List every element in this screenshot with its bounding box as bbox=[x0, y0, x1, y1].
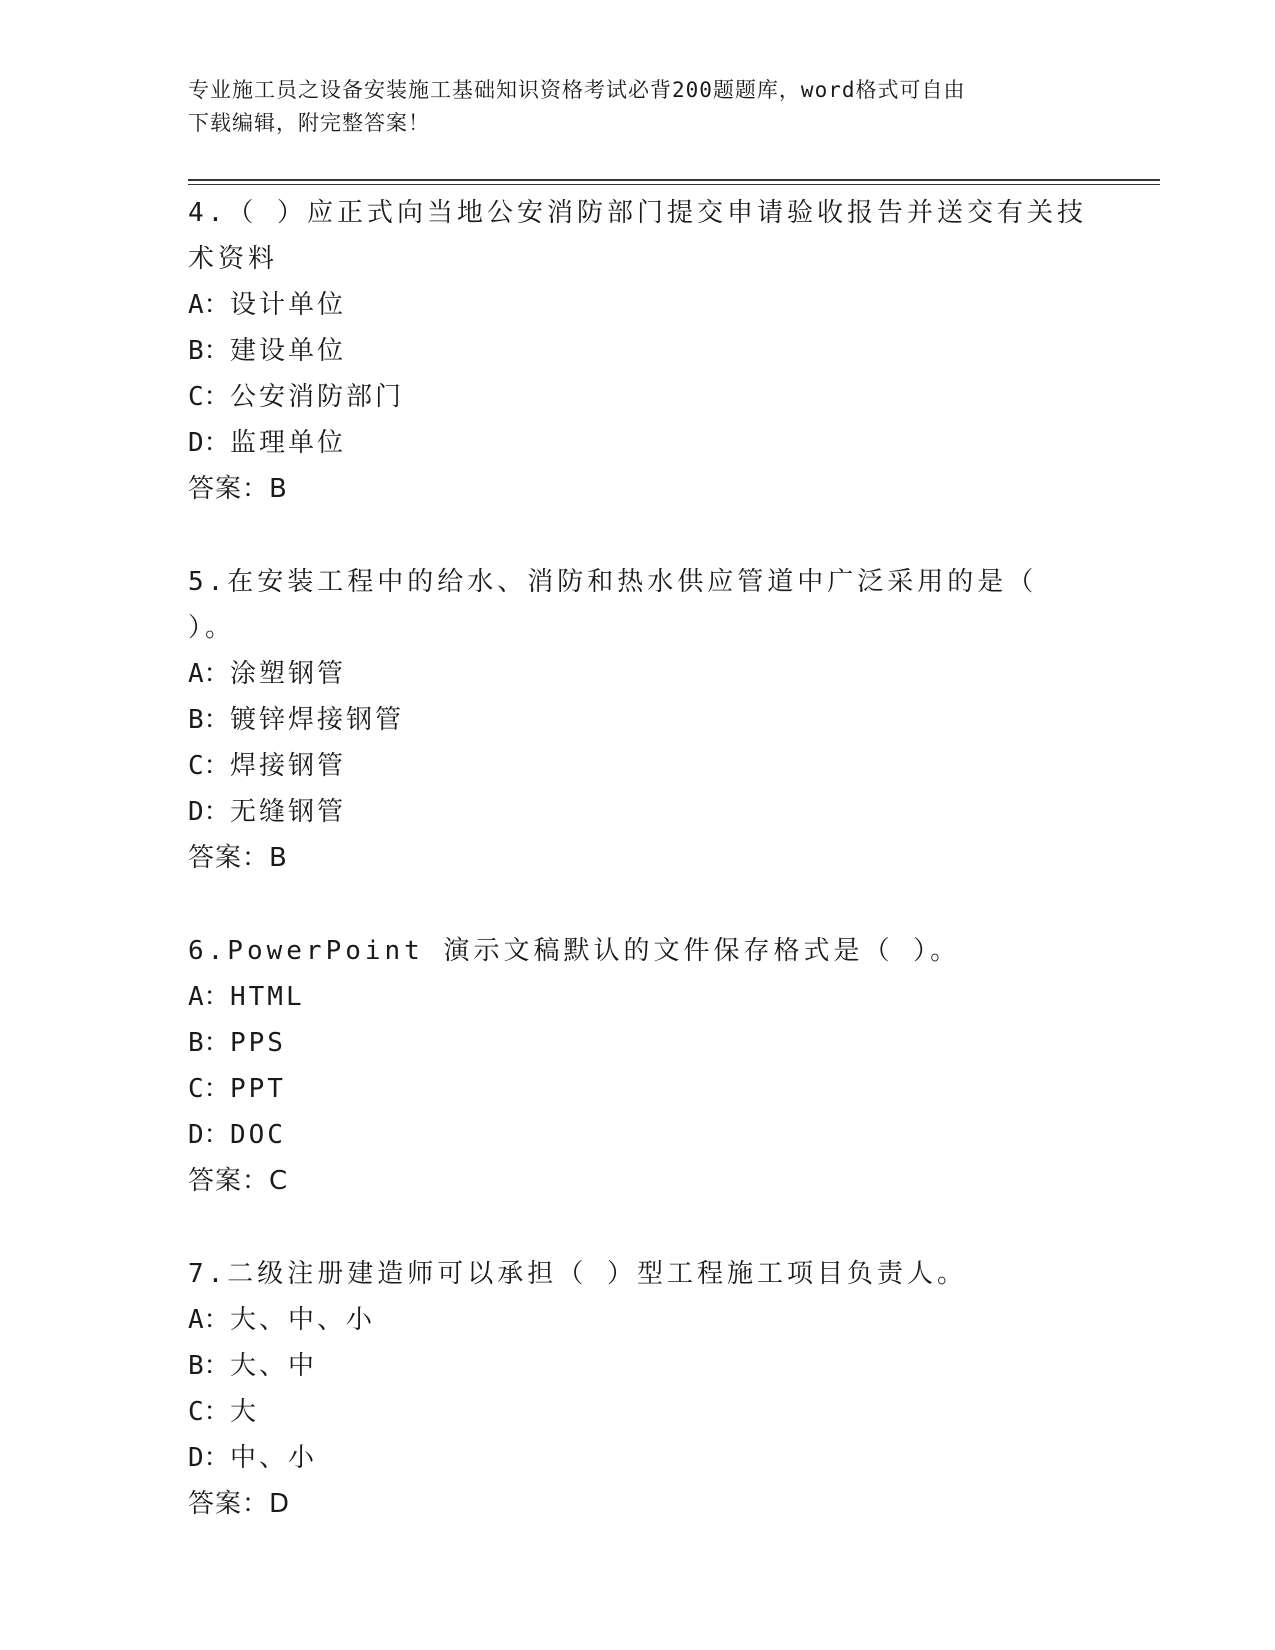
option-c bbox=[188, 1066, 1088, 1112]
option-letter: C： bbox=[188, 751, 230, 781]
option-letter: B： bbox=[188, 1351, 230, 1381]
option-text: 焊接钢管 bbox=[230, 751, 347, 781]
question-stem: 5.在安装工程中的给水、消防和热水供应管道中广泛采用的是（ ）。 bbox=[188, 567, 1038, 643]
option-letter: A： bbox=[188, 290, 230, 320]
option-d bbox=[188, 1112, 1088, 1158]
option-a bbox=[188, 282, 1088, 328]
option-text: PPT bbox=[230, 1074, 286, 1104]
option-letter: C： bbox=[188, 1397, 230, 1427]
option-a bbox=[188, 1297, 1088, 1343]
option-b bbox=[188, 1020, 1088, 1066]
header-divider-thick bbox=[188, 179, 1160, 181]
option-c bbox=[188, 1389, 1088, 1435]
option-letter: D： bbox=[188, 797, 230, 827]
option-text: 中、小 bbox=[230, 1443, 318, 1473]
option-c bbox=[188, 743, 1088, 789]
answer: 答案：B bbox=[188, 474, 288, 504]
option-c bbox=[188, 374, 1088, 420]
option-text: 镀锌焊接钢管 bbox=[230, 705, 405, 735]
question-4 bbox=[188, 190, 1088, 512]
option-text: 涂塑钢管 bbox=[230, 659, 347, 689]
header-line-2: 下载编辑，附完整答案！ bbox=[188, 111, 430, 135]
option-letter: A： bbox=[188, 982, 230, 1012]
option-text: PPS bbox=[230, 1028, 286, 1058]
option-d bbox=[188, 789, 1088, 835]
option-letter: B： bbox=[188, 1028, 230, 1058]
option-text: 设计单位 bbox=[230, 290, 347, 320]
option-letter: C： bbox=[188, 1074, 230, 1104]
question-list bbox=[188, 190, 1088, 1574]
question-7 bbox=[188, 1251, 1088, 1527]
option-letter: D： bbox=[188, 1443, 230, 1473]
option-letter: A： bbox=[188, 1305, 230, 1335]
option-b bbox=[188, 328, 1088, 374]
option-b bbox=[188, 1343, 1088, 1389]
option-text: 公安消防部门 bbox=[230, 382, 405, 412]
option-text: DOC bbox=[230, 1120, 286, 1150]
option-letter: B： bbox=[188, 705, 230, 735]
option-letter: D： bbox=[188, 428, 230, 458]
header-divider-thin bbox=[188, 184, 1160, 185]
option-letter: B： bbox=[188, 336, 230, 366]
option-b bbox=[188, 697, 1088, 743]
question-6 bbox=[188, 928, 1088, 1204]
option-text: 无缝钢管 bbox=[230, 797, 347, 827]
option-text: 大、中、小 bbox=[230, 1305, 376, 1335]
option-d bbox=[188, 1435, 1088, 1481]
header-line-1: 专业施工员之设备安装施工基础知识资格考试必背200题题库，word格式可自由 bbox=[188, 78, 966, 102]
answer: 答案：D bbox=[188, 1489, 291, 1519]
option-d bbox=[188, 420, 1088, 466]
document-header bbox=[188, 74, 1068, 140]
option-letter: C： bbox=[188, 382, 230, 412]
question-stem: 4.（ ）应正式向当地公安消防部门提交申请验收报告并送交有关技术资料 bbox=[188, 198, 1087, 274]
option-a bbox=[188, 974, 1088, 1020]
option-letter: A： bbox=[188, 659, 230, 689]
option-text: 监理单位 bbox=[230, 428, 347, 458]
option-letter: D： bbox=[188, 1120, 230, 1150]
option-text: 大、中 bbox=[230, 1351, 318, 1381]
answer: 答案：C bbox=[188, 1166, 289, 1196]
option-text: 建设单位 bbox=[230, 336, 347, 366]
option-text: 大 bbox=[230, 1397, 260, 1427]
answer: 答案：B bbox=[188, 843, 288, 873]
question-stem: 6.PowerPoint 演示文稿默认的文件保存格式是（ ）。 bbox=[188, 936, 961, 966]
option-text: HTML bbox=[230, 982, 305, 1012]
question-5 bbox=[188, 559, 1088, 881]
question-stem: 7.二级注册建造师可以承担（ ）型工程施工项目负责人。 bbox=[188, 1259, 967, 1289]
option-a bbox=[188, 651, 1088, 697]
